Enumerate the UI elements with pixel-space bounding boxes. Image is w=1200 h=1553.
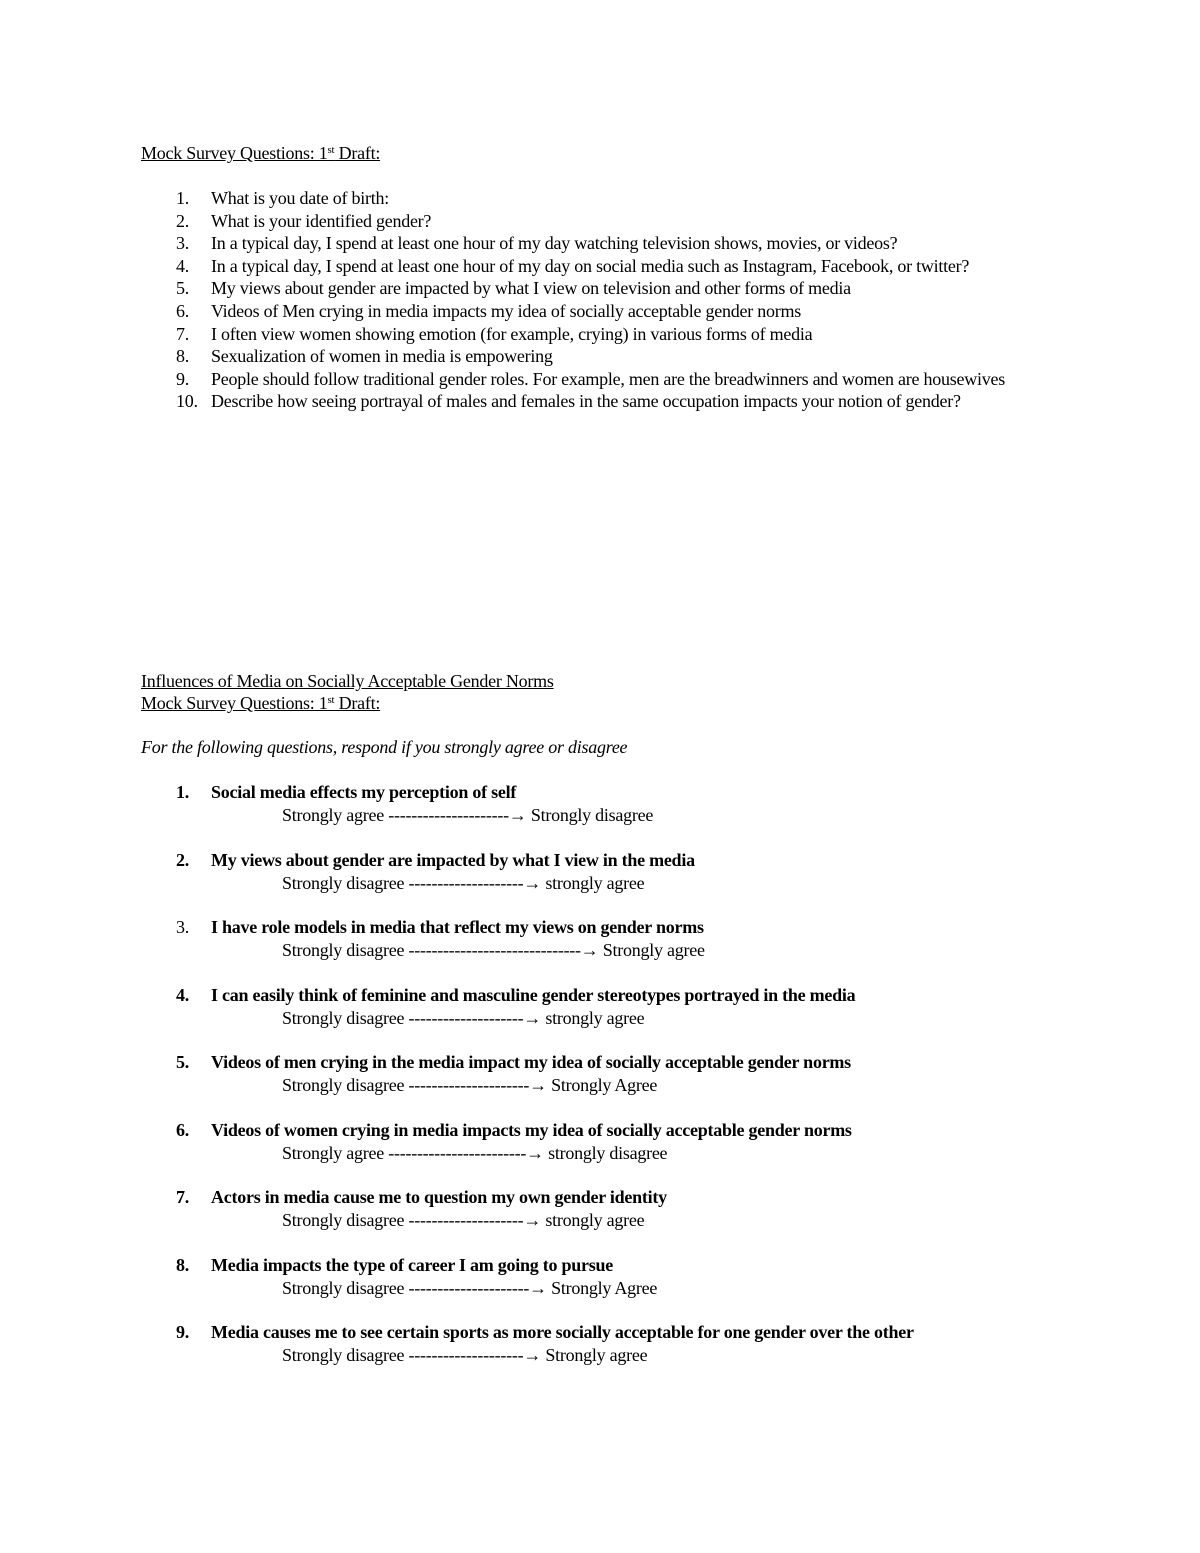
question-number: 3. [176, 917, 189, 937]
list-item-number: 6. [176, 300, 189, 321]
question-text: I can easily think of feminine and masculine gender stereotypes portrayed in the media [211, 984, 856, 1005]
survey-question [0, 1254, 1200, 1322]
list-item-number: 8. [176, 346, 189, 367]
question-number: 6. [176, 1119, 189, 1140]
list-item [0, 345, 1200, 368]
survey-question [0, 849, 1200, 917]
list-item-number: 10. [176, 391, 198, 412]
question-number: 2. [176, 849, 189, 870]
section1-heading-sup: st [327, 144, 335, 156]
agreement-scale: Strongly agree ------------------------→ strongly disagree [282, 1142, 668, 1163]
list-item [0, 187, 1200, 210]
question-number: 8. [176, 1254, 189, 1275]
agreement-scale: Strongly agree ---------------------→ Strongly disagree [282, 805, 654, 825]
section1-heading-main: Mock Survey Questions: 1 [141, 143, 328, 163]
question-number: 5. [176, 1052, 189, 1072]
survey-question [0, 1051, 1200, 1119]
list-item [0, 232, 1200, 255]
list-item-text: What is your identified gender? [211, 210, 432, 231]
list-item-text: What is you date of birth: [211, 188, 389, 208]
section2-title: Influences of Media on Socially Acceptable Gender Norms [141, 671, 554, 691]
list-item-number: 7. [176, 323, 189, 344]
list-item-text: My views about gender are impacted by what I view on television and other forms of media [211, 278, 851, 299]
list-item-text: In a typical day, I spend at least one hour of my day on social media such as Instagram, Facebook, or twitter? [211, 255, 970, 276]
question-text: Videos of women crying in media impacts my idea of socially acceptable gender norms [211, 1119, 852, 1140]
question-text: Media causes me to see certain sports as more socially acceptable for one gender over the other [211, 1322, 914, 1342]
agreement-scale: Strongly disagree --------------------→ strongly agree [282, 1210, 645, 1230]
section2-heading [141, 692, 380, 714]
agreement-scale: Strongly disagree --------------------→ strongly agree [282, 872, 645, 893]
section2-heading-main: Mock Survey Questions: 1 [141, 693, 328, 713]
survey-question [0, 1186, 1200, 1254]
question-text: Social media effects my perception of self [211, 782, 517, 802]
survey-question [0, 1321, 1200, 1389]
question-number: 1. [176, 782, 189, 802]
section1-question-list [0, 187, 1200, 413]
survey-question [0, 916, 1200, 984]
list-item-text: People should follow traditional gender roles. For example, men are the breadwinners and women are housewives [211, 368, 1006, 389]
list-item-number: 1. [176, 188, 189, 208]
question-text: Media impacts the type of career I am going to pursue [211, 1254, 614, 1275]
agreement-scale: Strongly disagree --------------------→ strongly agree [282, 1007, 645, 1028]
list-item [0, 368, 1200, 391]
agreement-scale: Strongly disagree ---------------------→ Strongly Agree [282, 1075, 658, 1095]
survey-question [0, 984, 1200, 1052]
agreement-scale: Strongly disagree ------------------------------→ Strongly agree [282, 940, 705, 960]
list-item-text: Videos of Men crying in media impacts my idea of socially acceptable gender norms [211, 300, 801, 321]
list-item-number: 4. [176, 255, 189, 276]
list-item-text: Sexualization of women in media is empowering [211, 346, 553, 367]
list-item [0, 255, 1200, 278]
survey-question [0, 1119, 1200, 1187]
section2-heading-tail: Draft: [334, 693, 381, 713]
list-item-number: 5. [176, 278, 189, 299]
question-number: 9. [176, 1322, 189, 1342]
list-item-text: Describe how seeing portrayal of males and females in the same occupation impacts your notion of gender? [211, 391, 961, 412]
question-number: 4. [176, 984, 189, 1005]
list-item [0, 300, 1200, 323]
agreement-scale: Strongly disagree --------------------→ Strongly agree [282, 1345, 648, 1365]
instruction-text: For the following questions, respond if you strongly agree or disagree [141, 737, 628, 757]
list-item [0, 277, 1200, 300]
list-item-text: In a typical day, I spend at least one hour of my day watching television shows, movies, or videos? [211, 233, 898, 254]
question-text: Videos of men crying in the media impact my idea of socially acceptable gender norms [211, 1052, 851, 1072]
section2-question-list [0, 781, 1200, 1389]
question-text: My views about gender are impacted by what I view in the media [211, 849, 695, 870]
section1-heading-tail: Draft: [334, 143, 381, 163]
section2-heading-sup: st [327, 694, 335, 706]
list-item-number: 9. [176, 368, 189, 389]
survey-question [0, 781, 1200, 849]
section1-heading [141, 142, 380, 164]
question-number: 7. [176, 1187, 189, 1207]
list-item-number: 2. [176, 210, 189, 231]
list-item [0, 390, 1200, 413]
list-item-text: I often view women showing emotion (for example, crying) in various forms of media [211, 323, 813, 344]
agreement-scale: Strongly disagree ---------------------→ Strongly Agree [282, 1277, 658, 1298]
list-item [0, 210, 1200, 233]
question-text: I have role models in media that reflect my views on gender norms [211, 917, 704, 937]
question-text: Actors in media cause me to question my own gender identity [211, 1187, 667, 1207]
list-item [0, 323, 1200, 346]
list-item-number: 3. [176, 233, 189, 254]
